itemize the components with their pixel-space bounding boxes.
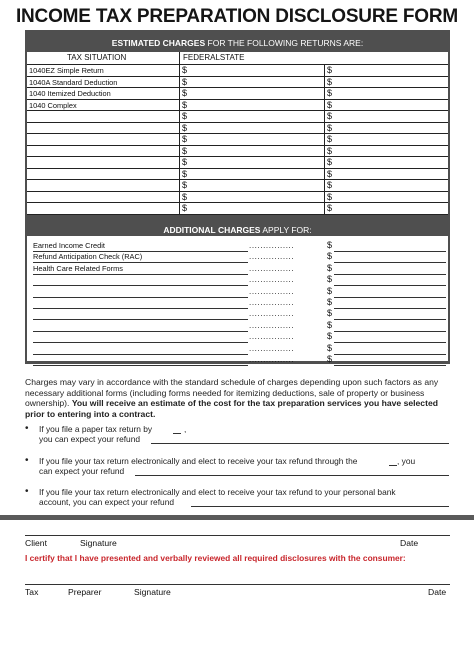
preparer-label: Preparer — [68, 587, 102, 597]
currency-sign: $ — [327, 251, 333, 262]
bullet-text: account, you can expect your refund — [39, 497, 175, 508]
table-row — [27, 203, 448, 215]
federal-amount-cell[interactable]: $ — [180, 180, 325, 191]
note-bold: You will receive an estimate of the cost for the tax preparation services you have selected prior to entering into a contract. — [25, 398, 438, 419]
additional-charge-row — [27, 320, 448, 331]
dot-leader: ................ — [249, 263, 295, 273]
table-row — [27, 111, 448, 123]
table-row — [27, 180, 448, 192]
tax-situation-cell[interactable]: 1040EZ Simple Return — [27, 65, 180, 76]
section-divider — [0, 515, 474, 520]
additional-charge-row — [27, 251, 448, 262]
dot-leader: ................ — [249, 286, 295, 296]
table-row — [27, 157, 448, 169]
currency-sign: $ — [327, 342, 333, 353]
table-row — [27, 77, 448, 89]
bullet-icon: • — [25, 423, 29, 434]
additional-charge-row — [27, 286, 448, 297]
dot-leader: ................ — [249, 241, 295, 250]
tax-situation-cell[interactable] — [27, 169, 180, 180]
client-signature-line[interactable] — [25, 535, 450, 536]
tax-label: Tax — [25, 587, 39, 597]
additional-charge-amount[interactable] — [334, 320, 446, 332]
tax-situation-cell[interactable] — [27, 157, 180, 168]
signature-label: Signature — [80, 538, 117, 548]
additional-charge-amount[interactable] — [334, 286, 446, 298]
additional-charge-label[interactable] — [33, 343, 248, 355]
date-label-2: Date — [428, 587, 447, 597]
federal-amount-cell[interactable]: $ — [180, 88, 325, 99]
table-row — [27, 169, 448, 181]
state-amount-cell[interactable]: $ — [327, 122, 333, 133]
currency-sign: $ — [327, 319, 333, 330]
preparer-signature-line[interactable] — [25, 584, 450, 585]
dot-leader: ................ — [249, 332, 295, 342]
estimated-charges-heading — [25, 38, 450, 48]
additional-charge-label[interactable] — [33, 297, 248, 309]
currency-sign: $ — [327, 262, 333, 273]
client-label: Client — [25, 538, 47, 548]
charges-panel — [25, 30, 450, 364]
federal-amount-cell[interactable]: $ — [180, 169, 325, 180]
state-amount-cell[interactable]: $ — [327, 203, 333, 213]
additional-charge-amount[interactable] — [334, 263, 446, 275]
table-row — [27, 100, 448, 112]
additional-charge-amount[interactable] — [334, 297, 446, 309]
tax-situation-cell[interactable] — [27, 134, 180, 145]
additional-charge-row — [27, 297, 448, 308]
bullet-text: can expect your refund — [39, 466, 125, 477]
additional-charge-label[interactable]: Health Care Related Forms — [33, 263, 248, 275]
state-amount-cell[interactable]: $ — [327, 99, 333, 110]
additional-charge-label[interactable] — [33, 308, 248, 320]
additional-charges-list — [27, 236, 448, 364]
additional-charge-amount[interactable] — [334, 308, 446, 320]
additional-charge-amount[interactable] — [334, 354, 446, 366]
table-row — [27, 146, 448, 158]
additional-charge-amount[interactable] — [334, 343, 446, 355]
currency-sign: $ — [327, 285, 333, 296]
additional-charge-amount[interactable] — [334, 274, 446, 286]
table-row — [27, 192, 448, 204]
header-federal: FEDERALSTATE — [183, 53, 245, 62]
state-amount-cell[interactable]: $ — [327, 168, 333, 179]
additional-charge-label[interactable] — [33, 354, 248, 366]
state-amount-cell[interactable]: $ — [327, 180, 333, 190]
estimated-charges-table — [27, 52, 448, 215]
additional-heading-rest: APPLY FOR: — [262, 225, 312, 235]
additional-charges-heading — [25, 225, 450, 235]
state-amount-cell[interactable]: $ — [327, 65, 333, 75]
tax-situation-cell[interactable] — [27, 180, 180, 191]
state-amount-cell[interactable]: $ — [327, 88, 333, 98]
table-row — [27, 123, 448, 135]
refund-date-field[interactable] — [135, 475, 449, 476]
state-amount-cell[interactable]: $ — [327, 157, 333, 167]
tax-situation-cell[interactable]: 1040 Complex — [27, 100, 180, 111]
state-amount-cell[interactable]: $ — [327, 111, 333, 121]
tax-situation-cell[interactable] — [27, 123, 180, 134]
estimated-heading-rest: FOR THE FOLLOWING RETURNS ARE: — [207, 38, 364, 48]
tax-situation-cell[interactable] — [27, 111, 180, 122]
charges-note — [25, 377, 450, 419]
state-amount-cell[interactable]: $ — [327, 145, 333, 156]
additional-charge-label[interactable] — [33, 331, 248, 343]
dot-leader: ................ — [249, 275, 295, 285]
federal-amount-cell[interactable]: $ — [180, 192, 325, 203]
bullet-icon: • — [25, 455, 29, 466]
additional-charge-label[interactable]: Earned Income Credit — [33, 240, 248, 252]
state-amount-cell[interactable]: $ — [327, 76, 333, 87]
dot-leader: ................ — [249, 297, 295, 307]
header-tax-situation: TAX SITUATION — [27, 52, 180, 64]
federal-amount-cell[interactable]: $ — [180, 146, 325, 157]
tax-situation-cell[interactable] — [27, 146, 180, 157]
additional-charge-row — [27, 354, 448, 365]
additional-charge-amount[interactable] — [334, 331, 446, 343]
federal-amount-cell[interactable]: $ — [180, 134, 325, 145]
additional-charge-row — [27, 308, 448, 319]
dot-leader: ................ — [249, 252, 295, 262]
additional-charge-row — [27, 240, 448, 251]
tax-situation-cell[interactable]: 1040A Standard Deduction — [27, 77, 180, 88]
comma: , — [184, 424, 187, 434]
header-state: STATE — [219, 53, 245, 62]
bullet-text: If you file your tax return electronically and elect to receive your tax refund to your personal bank — [39, 487, 396, 497]
additional-charge-row — [27, 263, 448, 274]
bullet-text: If you file your tax return electronically and elect to receive your tax refund through the — [39, 456, 358, 466]
additional-charge-row — [27, 331, 448, 342]
date-label: Date — [400, 538, 419, 548]
currency-sign: $ — [327, 296, 333, 307]
federal-amount-cell[interactable]: $ — [180, 65, 325, 76]
federal-amount-cell[interactable]: $ — [180, 157, 325, 168]
state-amount-cell[interactable]: $ — [327, 191, 333, 202]
currency-sign: $ — [327, 308, 333, 319]
additional-charge-label[interactable] — [33, 286, 248, 298]
dot-leader: ................ — [249, 354, 295, 364]
federal-amount-cell[interactable]: $ — [180, 111, 325, 122]
table-row — [27, 134, 448, 146]
tax-situation-cell[interactable] — [27, 203, 180, 214]
dot-leader: ................ — [249, 343, 295, 353]
tax-situation-cell[interactable]: 1040 Itemized Deduction — [27, 88, 180, 99]
table-row — [27, 88, 448, 100]
table-header-row — [27, 52, 448, 65]
currency-sign: $ — [327, 353, 333, 364]
bullet-text: you can expect your refund — [39, 434, 141, 445]
bullet-icon: • — [25, 486, 29, 497]
additional-charge-amount[interactable] — [334, 251, 446, 263]
federal-amount-cell[interactable]: $ — [180, 100, 325, 111]
certify-statement: I certify that I have presented and verbally reviewed all required disclosures with the consumer: — [25, 553, 406, 563]
header-blank — [325, 52, 448, 64]
table-row — [27, 65, 448, 77]
form-title: INCOME TAX PREPARATION DISCLOSURE FORM — [15, 6, 459, 27]
refund-date-field[interactable] — [191, 506, 449, 507]
signature-label-2: Signature — [134, 587, 171, 597]
tax-situation-cell[interactable] — [27, 192, 180, 203]
additional-charge-row — [27, 343, 448, 354]
bullet-text: If you file a paper tax return by — [39, 424, 153, 434]
additional-charge-row — [27, 274, 448, 285]
additional-heading-bold: ADDITIONAL CHARGES — [163, 225, 261, 235]
state-amount-cell[interactable]: $ — [327, 134, 333, 144]
federal-amount-cell[interactable]: $ — [180, 203, 325, 214]
dot-leader: ................ — [249, 320, 295, 330]
additional-charge-label[interactable] — [33, 274, 248, 286]
additional-charge-label[interactable] — [33, 320, 248, 332]
federal-amount-cell[interactable]: $ — [180, 77, 325, 88]
additional-charge-amount[interactable] — [334, 240, 446, 252]
additional-charge-label[interactable]: Refund Anticipation Check (RAC) — [33, 251, 248, 263]
bullet-text-end: , you — [397, 456, 416, 466]
currency-sign: $ — [327, 331, 333, 342]
currency-sign: $ — [327, 240, 333, 250]
federal-amount-cell[interactable]: $ — [180, 123, 325, 134]
currency-sign: $ — [327, 274, 333, 285]
dot-leader: ................ — [249, 309, 295, 319]
refund-date-field[interactable] — [151, 443, 449, 444]
estimated-heading-bold: ESTIMATED CHARGES — [111, 38, 206, 48]
note-text: Charges may vary in accordance with the standard schedule of charges depending upon such factors as any necessary additional forms (including forms needed for itemizing deductions, sale of property or business ownership). — [25, 377, 439, 408]
